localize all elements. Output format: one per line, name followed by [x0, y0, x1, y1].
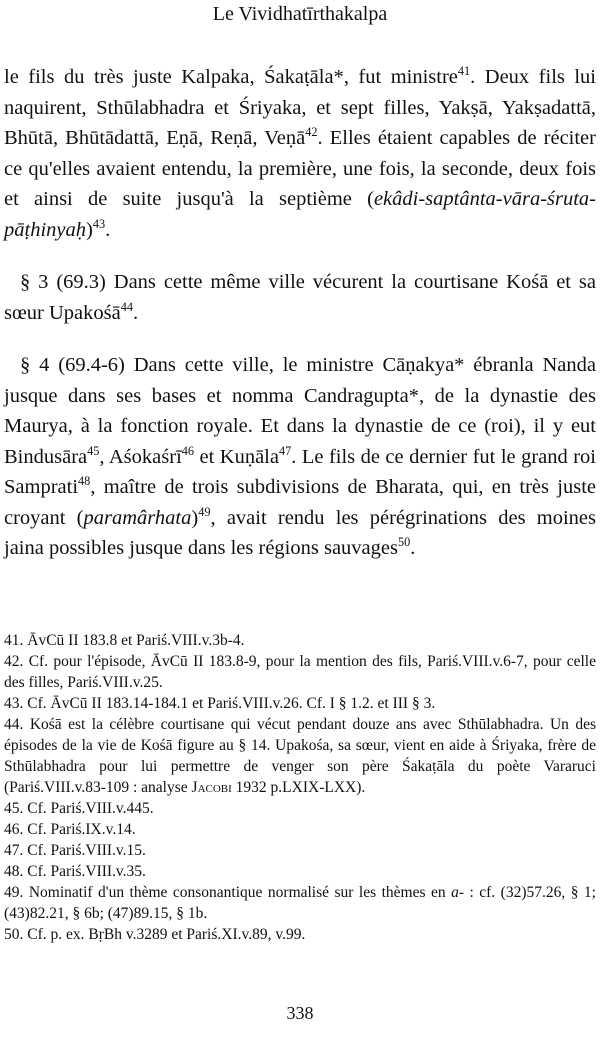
fn49-text-2: : cf. (32)57.26, § 1; (43)82.21, § 6b; (47)89.15, § 1b.	[4, 884, 596, 922]
footnote-46: 46. Cf. Pariś.IX.v.14.	[4, 821, 136, 838]
p3-text-2: , Aśokaśrī	[99, 445, 182, 468]
paragraph-3	[4, 350, 596, 564]
p1-text-1: le fils du très juste Kalpaka, Śakaṭāla*, fut ministre	[4, 66, 458, 88]
p3-text-3: et Kuṇāla	[194, 445, 279, 468]
footnote-47: 47. Cf. Pariś.VIII.v.15.	[4, 842, 146, 859]
fn44-text-1: 44. Kośā est la célèbre courtisane qui vécut pendant douze ans avec Sthūlabhadra. Un des épisodes de la vie de Kośā figure au § 14. Upakośa, sa sœur, vient en aide à Śriyaka, frère de Sthūlabhadra pour lui permettre de venger son père Śakaṭāla du poète Vararuci (Pariś.VIII.v.83-109 : analyse	[4, 716, 596, 796]
p1-text-5: .	[105, 218, 111, 241]
footnotes	[4, 630, 596, 945]
p2-text-1: § 3 (69.3) Dans cette même ville vécurent la courtisane Kośā et sa sœur Upakośā	[4, 271, 596, 324]
p3-text-7: , avait rendu les pérégrinations des moines jaina possibles jusque dans les régions sauvages	[4, 506, 596, 559]
fn49-text-1: 49. Nominatif d'un thème consonantique normalisé sur les thèmes en	[4, 884, 452, 901]
page-number: 338	[286, 1003, 314, 1023]
p1-sanskrit-term: ekâdi-saptânta-vāra-śruta-pāṭhinyaḥ	[4, 188, 596, 241]
p1-text-4: )	[86, 218, 93, 241]
footnote-ref-42: 42	[305, 125, 318, 140]
p3-text-4: . Le fils de ce dernier fut le grand roi Samprati	[4, 445, 596, 498]
p2-text-2: .	[133, 301, 139, 324]
footnote-ref-47: 47	[278, 443, 292, 458]
fn44-author: Jacobi	[191, 779, 232, 796]
footnote-48: 48. Cf. Pariś.VIII.v.35.	[4, 863, 146, 880]
p3-text-1: § 4 (69.4-6) Dans cette ville, le ministre Cāṇakya* ébranla Nanda jusque dans ses bases et nomma Candragupta*, de la dynastie des Maurya, à la fonction royale. Et dans la dynastie de ce (roi), il y eut Bindusāra	[4, 354, 596, 468]
footnote-ref-41: 41	[457, 64, 471, 79]
paragraph-2	[4, 267, 596, 328]
footnote-ref-43: 43	[92, 216, 106, 231]
footnote-ref-44: 44	[120, 299, 134, 314]
footnote-44	[4, 714, 596, 798]
footnote-50: 50. Cf. p. ex. BṛBh v.3289 et Pariś.XI.v.89, v.99.	[4, 926, 306, 943]
paragraph-1	[4, 62, 596, 245]
footnote-ref-50: 50	[397, 535, 411, 550]
p3-text-8: .	[410, 537, 416, 559]
footnote-ref-46: 46	[181, 443, 195, 458]
footnote-49	[4, 882, 596, 924]
main-text	[4, 62, 596, 586]
fn49-term: a-	[451, 884, 465, 901]
footnote-43: 43. Cf. ĀvCū II 183.14-184.1 et Pariś.VIII.v.26. Cf. I § 1.2. et III § 3.	[4, 695, 436, 712]
running-head: Le Vividhatīrthakalpa	[212, 3, 388, 25]
fn44-text-2: 1932 p.LXIX-LXX).	[231, 779, 366, 796]
footnote-42: 42. Cf. pour l'épisode, ĀvCū II 183.8-9, pour la mention des fils, Pariś.VIII.v.6-7, pour celle des filles, Pariś.VIII.v.25.	[4, 653, 596, 691]
footnote-45: 45. Cf. Pariś.VIII.v.445.	[4, 800, 154, 817]
p3-text-6: )	[191, 506, 199, 529]
p3-text-5: , maître de trois subdivisions de Bharata, qui, en très juste croyant (	[4, 476, 596, 529]
p1-text-3: . Elles étaient capables de réciter ce qu'elles avaient entendu, la première, une fois, la seconde, deux fois et ainsi de suite jusqu'à la septième (	[4, 127, 596, 210]
footnote-41: 41. ĀvCū II 183.8 et Pariś.VIII.v.3b-4.	[4, 632, 245, 649]
footnote-ref-48: 48	[78, 474, 91, 489]
footnote-ref-49: 49	[198, 504, 211, 519]
p1-text-2: . Deux fils lui naquirent, Sthūlabhadra et Śriyaka, et sept filles, Yakṣā, Yakṣadattā, Bhūtā, Bhūtādattā, Eṇā, Reṇā, Veṇā	[4, 66, 596, 149]
p3-sanskrit-term: paramârhata	[83, 506, 192, 529]
footnote-ref-45: 45	[87, 443, 100, 458]
